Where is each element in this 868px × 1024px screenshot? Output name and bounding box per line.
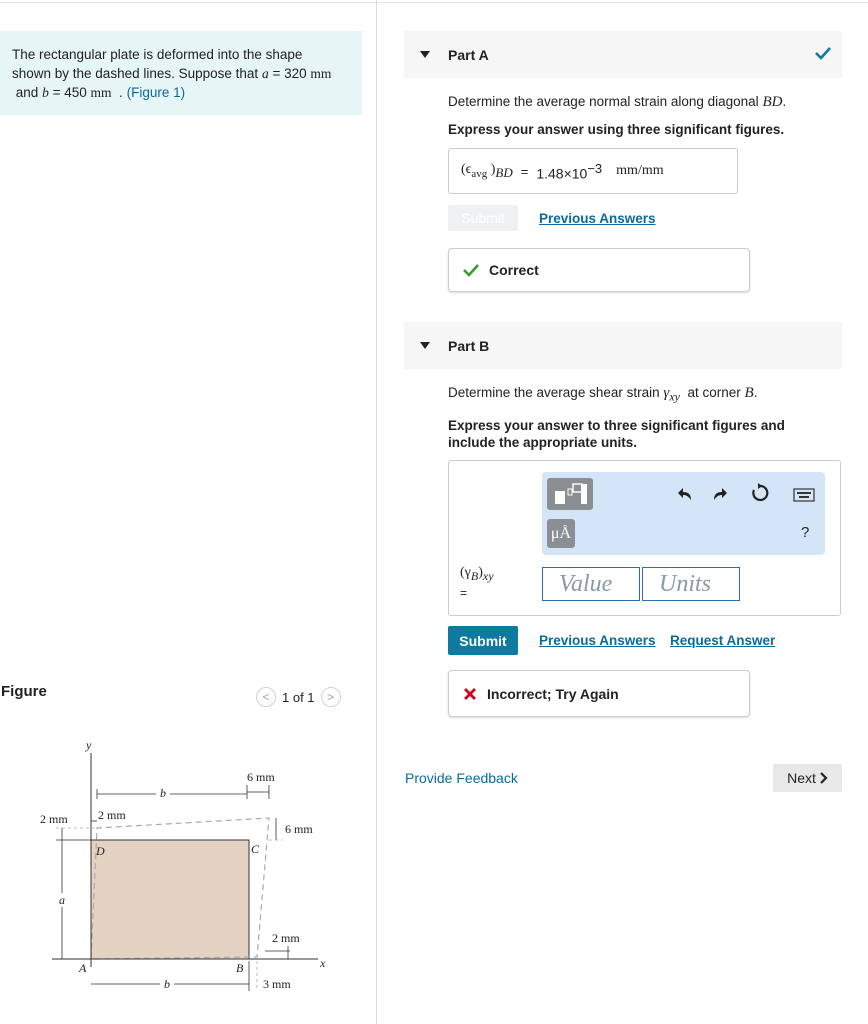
label-b-top: b: [160, 786, 166, 800]
part-b-question: [448, 385, 757, 405]
chevron-left-icon[interactable]: <: [256, 687, 276, 707]
redo-icon[interactable]: [710, 485, 728, 503]
figure-title: Figure: [1, 683, 47, 700]
part-a-question-period: .: [782, 94, 787, 109]
part-a-submit-button[interactable]: Submit: [448, 205, 518, 231]
label-A: A: [79, 961, 87, 975]
label-gamma: (γ: [460, 565, 471, 580]
label-close: ): [478, 565, 483, 580]
problem-statement: [0, 31, 362, 115]
reset-icon[interactable]: [750, 483, 770, 503]
next-button[interactable]: [773, 764, 842, 792]
part-a-answer-value: [536, 161, 602, 182]
part-a-question-text: Determine the average normal strain along diagonal: [448, 94, 759, 109]
eps-symbol: (ϵ: [461, 161, 472, 177]
and-text: and: [15, 85, 39, 100]
units-symbol-button[interactable]: μÅ: [547, 519, 575, 548]
part-a-title: Part A: [448, 47, 489, 63]
label-b-sub: B: [470, 568, 479, 583]
problem-line-2: shown by the dashed lines. Suppose that: [12, 66, 259, 81]
chevron-right-icon[interactable]: >: [321, 687, 341, 707]
answer-exponent: −3: [587, 160, 603, 176]
figure-pager: [256, 686, 341, 708]
var-b: b: [42, 85, 49, 100]
part-b-question-text: Determine the average shear strain: [448, 385, 660, 400]
part-a-feedback: [448, 248, 750, 292]
part-b-feedback: [448, 670, 750, 717]
fraction-template-icon: [551, 482, 589, 506]
part-b-answer-editor: [448, 460, 841, 616]
incorrect-x-icon: [463, 687, 477, 701]
label-B: B: [236, 961, 244, 975]
part-b-instruction-2: include the appropriate units.: [448, 435, 638, 450]
label-x: x: [320, 956, 326, 970]
part-b-title: Part B: [448, 338, 490, 354]
value-a: = 320: [272, 66, 307, 81]
part-a-previous-answers-link[interactable]: Previous Answers: [539, 211, 656, 226]
panel-divider[interactable]: [376, 0, 377, 1024]
top-rule: [0, 2, 868, 3]
paren-close: ): [490, 161, 496, 177]
label-6mm-top: 6 mm: [247, 770, 275, 784]
part-a-question: [448, 94, 786, 111]
bd-sub: BD: [495, 164, 513, 180]
gamma-sub: xy: [669, 389, 680, 404]
part-a-question-var: BD: [762, 94, 783, 110]
caret-down-icon: [420, 342, 430, 349]
part-a-answer-label: [461, 162, 513, 181]
part-b-question-var: B: [744, 385, 754, 401]
label-b-bottom: b: [164, 977, 170, 991]
part-b-header[interactable]: [404, 322, 842, 369]
part-b-answer-label: [460, 565, 494, 600]
part-a-equals: =: [520, 163, 529, 179]
undo-icon[interactable]: [677, 485, 695, 503]
var-a: a: [261, 66, 269, 81]
part-b-feedback-text: Incorrect; Try Again: [487, 685, 619, 702]
label-6mm-right: 6 mm: [285, 822, 313, 836]
answer-mantissa: 1.48×10: [536, 165, 588, 182]
chevron-right-icon: [820, 772, 828, 784]
gamma-symbol: γ: [663, 385, 670, 401]
label-xy-sub: xy: [482, 568, 494, 583]
part-a-header[interactable]: [404, 31, 842, 78]
units-input[interactable]: Units: [642, 567, 740, 601]
part-a-instruction: Express your answer using three significant figures.: [448, 122, 785, 137]
problem-period: .: [119, 85, 123, 100]
part-b-question-period: .: [753, 385, 758, 400]
value-b: = 450: [52, 85, 87, 100]
part-b-question-mid: at corner: [687, 385, 741, 400]
math-toolbar: [542, 472, 825, 555]
label-3mm: 3 mm: [263, 977, 291, 991]
pager-text: 1 of 1: [282, 689, 315, 705]
help-icon[interactable]: ?: [801, 524, 810, 541]
unit-a: mm: [310, 66, 332, 81]
label-D: D: [96, 844, 105, 858]
part-b-instruction-1: Express your answer to three significant figures and: [448, 418, 785, 433]
part-a-feedback-text: Correct: [489, 262, 539, 278]
plate: [91, 840, 249, 959]
label-y: y: [86, 738, 92, 752]
label-2mm-top: 2 mm: [98, 808, 126, 822]
checkmark-icon: [814, 45, 832, 61]
next-label: Next: [787, 770, 816, 786]
label-C: C: [251, 842, 260, 856]
keyboard-icon[interactable]: [793, 488, 815, 502]
figure-link[interactable]: (Figure 1): [126, 85, 186, 100]
unit-b: mm: [90, 85, 112, 100]
part-b-previous-answers-link[interactable]: Previous Answers: [539, 633, 656, 648]
provide-feedback-link[interactable]: Provide Feedback: [405, 770, 518, 786]
request-answer-link[interactable]: Request Answer: [670, 633, 776, 648]
value-input[interactable]: Value: [542, 567, 640, 601]
part-b-instruction: [448, 417, 785, 451]
label-2mm-right: 2 mm: [272, 931, 300, 945]
caret-down-icon: [420, 51, 430, 58]
templates-icon[interactable]: [547, 478, 593, 510]
eps-sub: avg: [471, 167, 488, 180]
label-equals: =: [460, 585, 468, 600]
deformed-plate-figure: [0, 735, 372, 1020]
part-b-submit-button[interactable]: Submit: [448, 626, 518, 655]
label-2mm-left: 2 mm: [40, 812, 68, 826]
problem-line-1: The rectangular plate is deformed into the shape: [12, 47, 303, 62]
label-a: a: [59, 893, 65, 907]
correct-check-icon: [463, 263, 479, 277]
part-a-answer-box: [448, 148, 738, 194]
part-a-answer-units: mm/mm: [616, 163, 664, 178]
